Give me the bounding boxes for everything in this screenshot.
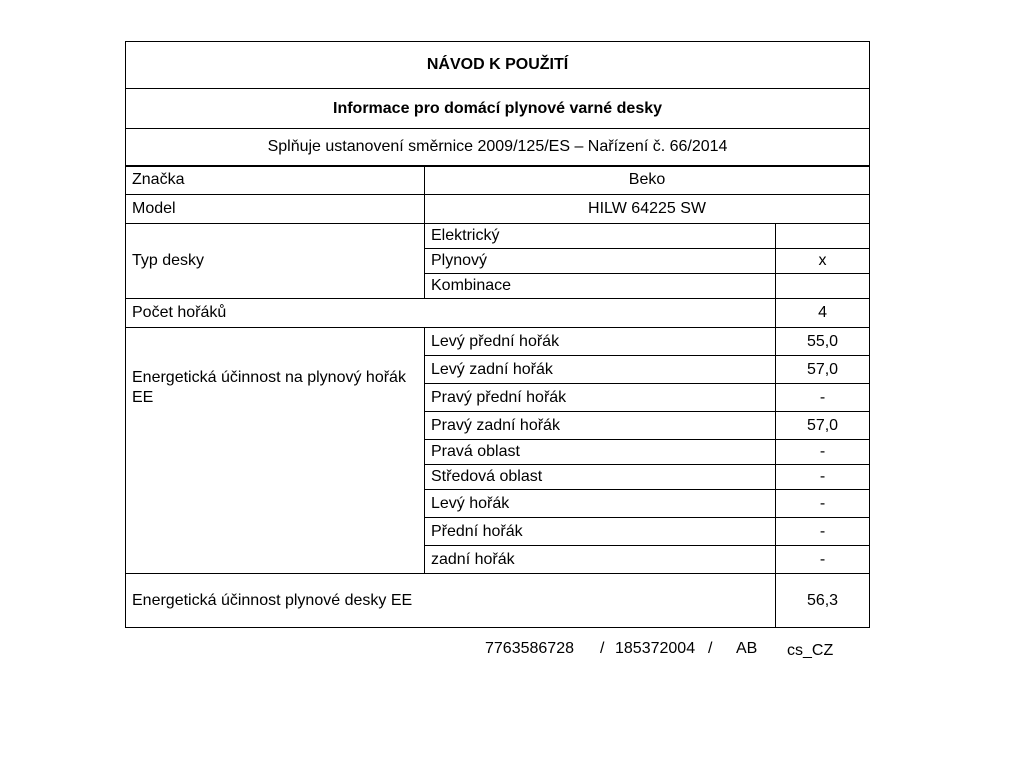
info-table <box>125 41 870 628</box>
total-efficiency-value: 56,3 <box>776 574 870 628</box>
burner-name: Přední hořák <box>425 518 776 546</box>
product-info-sheet <box>125 41 869 628</box>
burner-efficiency: 57,0 <box>776 356 870 384</box>
locale-code: cs_CZ <box>787 642 834 659</box>
burner-name: Pravá oblast <box>425 440 776 465</box>
hob-type-mark: x <box>776 249 870 274</box>
model-label: Model <box>126 195 425 224</box>
sheet-subtitle: Informace pro domácí plynové varné desky <box>126 89 870 129</box>
burner-count-label: Počet hořáků <box>126 299 776 328</box>
burner-efficiency: - <box>776 518 870 546</box>
model-value: HILW 64225 SW <box>425 195 870 224</box>
hob-type-mark <box>776 274 870 299</box>
hob-type-mark <box>776 224 870 249</box>
burner-efficiency: 57,0 <box>776 412 870 440</box>
burner-name: Levý hořák <box>425 490 776 518</box>
burner-count-value: 4 <box>776 299 870 328</box>
burner-name: zadní hořák <box>425 546 776 574</box>
page-title: NÁVOD K POUŽITÍ <box>126 42 870 89</box>
burner-efficiency: - <box>776 465 870 490</box>
efficiency-per-burner-label: Energetická účinnost na plynový hořák EE <box>126 328 425 574</box>
burner-efficiency: - <box>776 440 870 465</box>
burner-efficiency: - <box>776 490 870 518</box>
brand-label: Značka <box>126 166 425 195</box>
burner-efficiency: - <box>776 384 870 412</box>
burner-efficiency: - <box>776 546 870 574</box>
burner-name: Pravý přední hořák <box>425 384 776 412</box>
footer-separator: / <box>600 640 605 657</box>
product-code: 7763586728 <box>485 640 574 657</box>
hob-type-option: Elektrický <box>425 224 776 249</box>
burner-name: Levý zadní hořák <box>425 356 776 384</box>
regulation-text: Splňuje ustanovení směrnice 2009/125/ES – Nařízení č. 66/2014 <box>126 129 870 166</box>
brand-value: Beko <box>425 166 870 195</box>
document-code: 185372004 <box>615 640 696 657</box>
hob-type-option: Plynový <box>425 249 776 274</box>
hob-type-label: Typ desky <box>126 224 425 299</box>
burner-name: Levý přední hořák <box>425 328 776 356</box>
burner-name: Pravý zadní hořák <box>425 412 776 440</box>
burner-efficiency: 55,0 <box>776 328 870 356</box>
revision-code: AB <box>736 640 758 657</box>
hob-type-option: Kombinace <box>425 274 776 299</box>
burner-name: Středová oblast <box>425 465 776 490</box>
total-efficiency-label: Energetická účinnost plynové desky EE <box>126 574 776 628</box>
footer-separator: / <box>708 640 713 657</box>
